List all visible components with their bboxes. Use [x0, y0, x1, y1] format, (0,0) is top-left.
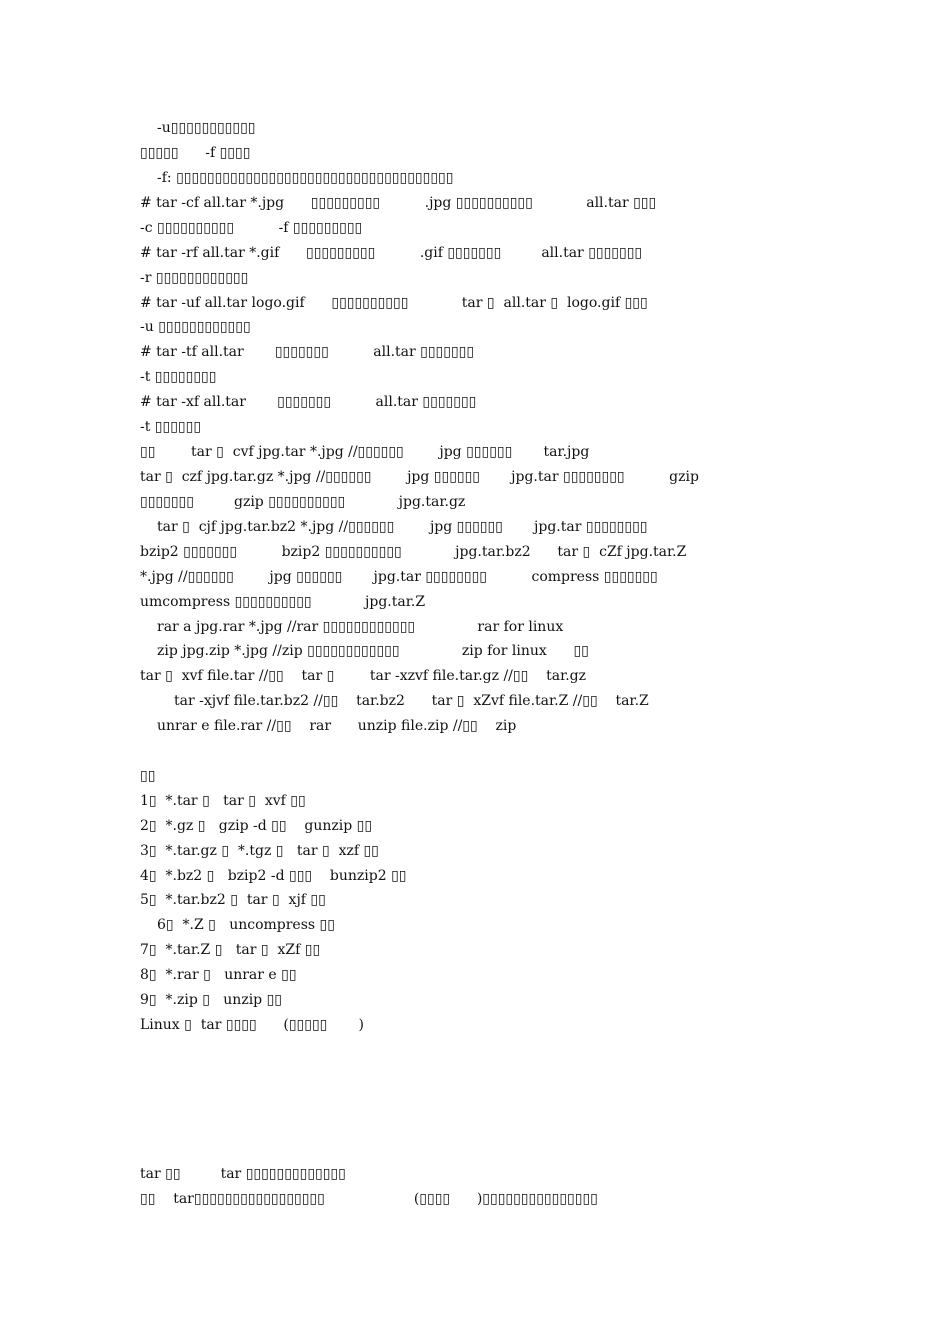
list-item: 9▯ *.zip ▯ unzip ▯▯ [140, 992, 282, 1008]
text-line: tar ▯ czf jpg.tar.gz *.jpg //▯▯▯▯▯▯ jpg ▯▯▯▯▯▯ jpg.tar ▯▯▯▯▯▯▯▯ gzip [140, 469, 699, 485]
text-line: -f: ▯▯▯▯▯▯▯▯▯▯▯▯▯▯▯▯▯▯▯▯▯▯▯▯▯▯▯▯▯▯▯▯▯▯▯▯ [157, 170, 454, 186]
text-line: umcompress ▯▯▯▯▯▯▯▯▯▯ jpg.tar.Z [140, 594, 426, 610]
text-line: tar -xjvf file.tar.bz2 //▯▯ tar.bz2 tar ▯ xZvf file.tar.Z //▯▯ tar.Z [174, 693, 649, 709]
text-line: -c ▯▯▯▯▯▯▯▯▯▯ -f ▯▯▯▯▯▯▯▯▯ [140, 220, 363, 236]
text-line: rar a jpg.rar *.jpg //rar ▯▯▯▯▯▯▯▯▯▯▯▯ rar for linux [157, 619, 564, 635]
text-line: ▯▯ tar▯▯▯▯▯▯▯▯▯▯▯▯▯▯▯▯▯ (▯▯▯▯ )▯▯▯▯▯▯▯▯▯▯▯▯▯▯▯ [140, 1191, 598, 1207]
list-item: 4▯ *.bz2 ▯ bzip2 -d ▯▯▯ bunzip2 ▯▯ [140, 868, 407, 884]
text-line: # tar -tf all.tar ▯▯▯▯▯▯▯ all.tar ▯▯▯▯▯▯▯ [140, 344, 475, 360]
text-line: ▯▯▯▯▯▯▯ gzip ▯▯▯▯▯▯▯▯▯▯ jpg.tar.gz [140, 494, 466, 510]
text-line: tar ▯ cjf jpg.tar.bz2 *.jpg //▯▯▯▯▯▯ jpg ▯▯▯▯▯▯ jpg.tar ▯▯▯▯▯▯▯▯ [157, 519, 648, 535]
text-line: # tar -rf all.tar *.gif ▯▯▯▯▯▯▯▯▯ .gif ▯▯▯▯▯▯▯ all.tar ▯▯▯▯▯▯▯ [140, 245, 643, 261]
section-heading: ▯▯ [140, 768, 156, 784]
list-item: 7▯ *.tar.Z ▯ tar ▯ xZf ▯▯ [140, 942, 321, 958]
text-line: # tar -xf all.tar ▯▯▯▯▯▯▯ all.tar ▯▯▯▯▯▯▯ [140, 394, 477, 410]
list-item: 5▯ *.tar.bz2 ▯ tar ▯ xjf ▯▯ [140, 892, 326, 908]
list-item: 3▯ *.tar.gz ▯ *.tgz ▯ tar ▯ xzf ▯▯ [140, 843, 379, 859]
text-line: unrar e file.rar //▯▯ rar unzip file.zip //▯▯ zip [157, 718, 517, 734]
text-line: -u ▯▯▯▯▯▯▯▯▯▯▯▯ [140, 319, 251, 335]
list-item: 1▯ *.tar ▯ tar ▯ xvf ▯▯ [140, 793, 306, 809]
text-line: tar ▯ xvf file.tar //▯▯ tar ▯ tar -xzvf file.tar.gz //▯▯ tar.gz [140, 668, 587, 684]
list-item: 2▯ *.gz ▯ gzip -d ▯▯ gunzip ▯▯ [140, 818, 373, 834]
text-line: bzip2 ▯▯▯▯▯▯▯ bzip2 ▯▯▯▯▯▯▯▯▯▯ jpg.tar.bz2 tar ▯ cZf jpg.tar.Z [140, 544, 687, 560]
text-line: -t ▯▯▯▯▯▯▯▯ [140, 369, 217, 385]
text-line: # tar -uf all.tar logo.gif ▯▯▯▯▯▯▯▯▯▯ tar ▯ all.tar ▯ logo.gif ▯▯▯ [140, 295, 648, 311]
text-line: ▯▯▯▯▯ -f ▯▯▯▯ [140, 145, 251, 161]
text-line: *.jpg //▯▯▯▯▯▯ jpg ▯▯▯▯▯▯ jpg.tar ▯▯▯▯▯▯▯▯ compress ▯▯▯▯▯▯▯ [140, 569, 658, 585]
text-line: ▯▯ tar ▯ cvf jpg.tar *.jpg //▯▯▯▯▯▯ jpg ▯▯▯▯▯▯ tar.jpg [140, 444, 590, 460]
list-item: 6▯ *.Z ▯ uncompress ▯▯ [157, 917, 335, 933]
text-line: tar ▯▯ tar ▯▯▯▯▯▯▯▯▯▯▯▯▯ [140, 1166, 346, 1182]
text-line: -t ▯▯▯▯▯▯ [140, 419, 202, 435]
list-item: 8▯ *.rar ▯ unrar e ▯▯ [140, 967, 297, 983]
text-line: zip jpg.zip *.jpg //zip ▯▯▯▯▯▯▯▯▯▯▯▯ zip for linux ▯▯ [157, 643, 589, 659]
text-line: # tar -cf all.tar *.jpg ▯▯▯▯▯▯▯▯▯ .jpg ▯▯▯▯▯▯▯▯▯▯ all.tar ▯▯▯ [140, 195, 657, 211]
text-line: -u▯▯▯▯▯▯▯▯▯▯▯ [157, 120, 256, 136]
text-line: -r ▯▯▯▯▯▯▯▯▯▯▯▯ [140, 270, 249, 286]
section-title: Linux ▯ tar ▯▯▯▯ (▯▯▯▯▯ ) [140, 1017, 364, 1033]
